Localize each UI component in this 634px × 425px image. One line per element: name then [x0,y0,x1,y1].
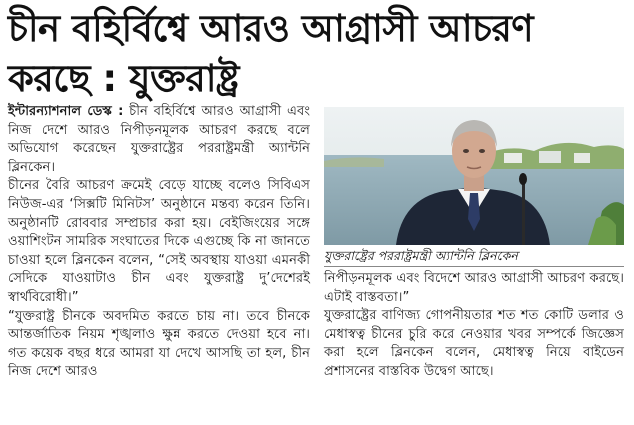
news-photo [324,107,624,245]
photo-caption: যুক্তরাষ্ট্রের পররাষ্ট্রমন্ত্রী অ্যান্টনি ব্লিনকেন [324,248,518,263]
headline-line-2: করছে : যুক্তরাষ্ট্র [8,57,240,100]
article-paragraph: চীনের বৈরি আচরণ ক্রমেই বেড়ে যাচ্ছে বলেও সিবিএস নিউজ-এর ‘সিক্সটি মিনিটস’ অনুষ্ঠানে মন্তব্য করেন তিনি। অনুষ্ঠানটি রোববার সম্প্রচার করা হয়। বেইজিংয়ের সঙ্গে ওয়াশিংটন সামরিক সংঘাতের দিকে এগুচ্ছে কি না জানতে চাওয়া হলে ব্লিনকেন বলেন, “সেই অবস্থায় যাওয়া এমনকী সেদিকে যাওয়াটাও চীন এবং যুক্তরাষ্ট্র দু’দেশেরই স্বার্থবিরোধী।” [8,178,310,305]
article-paragraph [8,103,310,177]
headline [8,4,626,104]
dateline: ইন্টারন্যাশনাল ডেস্ক : [8,104,124,119]
photo-illustration [324,107,624,245]
caption-divider [324,266,624,267]
headline-line-1: চীন বহির্বিশ্বে আরও আগ্রাসী আচরণ [8,7,534,50]
article-column-right [324,270,624,382]
article-paragraph: নিপীড়নমূলক এবং বিদেশে আরও আগ্রাসী আচরণ করছে। এটাই বাস্তবতা।” [324,271,624,305]
article-column-left [8,103,310,382]
article-paragraph: “যুক্তরাষ্ট্র চীনকে অবদমিত করতে চায় না। তবে চীনকে আন্তর্জাতিক নিয়ম শৃঙ্খলাও ক্ষুন্ন করতে দেওয়া হবে না। গত কয়েক বছর ধরে আমরা যা দেখে আসছি তা হল, চীন নিজ দেশে আরও [8,308,310,380]
article-paragraph: যুক্তরাষ্ট্রের বাণিজ্য গোপনীয়তার শত শত কোটি ডলার ও মেধাস্বত্ব চীনের চুরি করে নেওয়ার খবর সম্পর্কে জিজ্ঞেস করা হলে ব্লিনকেন বলেন, মেধাস্বত্ব নিয়ে বাইডেন প্রশাসনের বাস্তবিক উদ্বেগ আছে। [324,308,624,379]
lead-text: চীন বহির্বিশ্বে আরও আগ্রাসী এবং নিজ দেশে আরও নিপীড়নমূলক আচরণ করছে বলে অভিযোগ করেছেন যুক্তরাষ্ট্রের পররাষ্ট্রমন্ত্রী অ্যান্টনি ব্লিনকেন। [8,104,310,175]
